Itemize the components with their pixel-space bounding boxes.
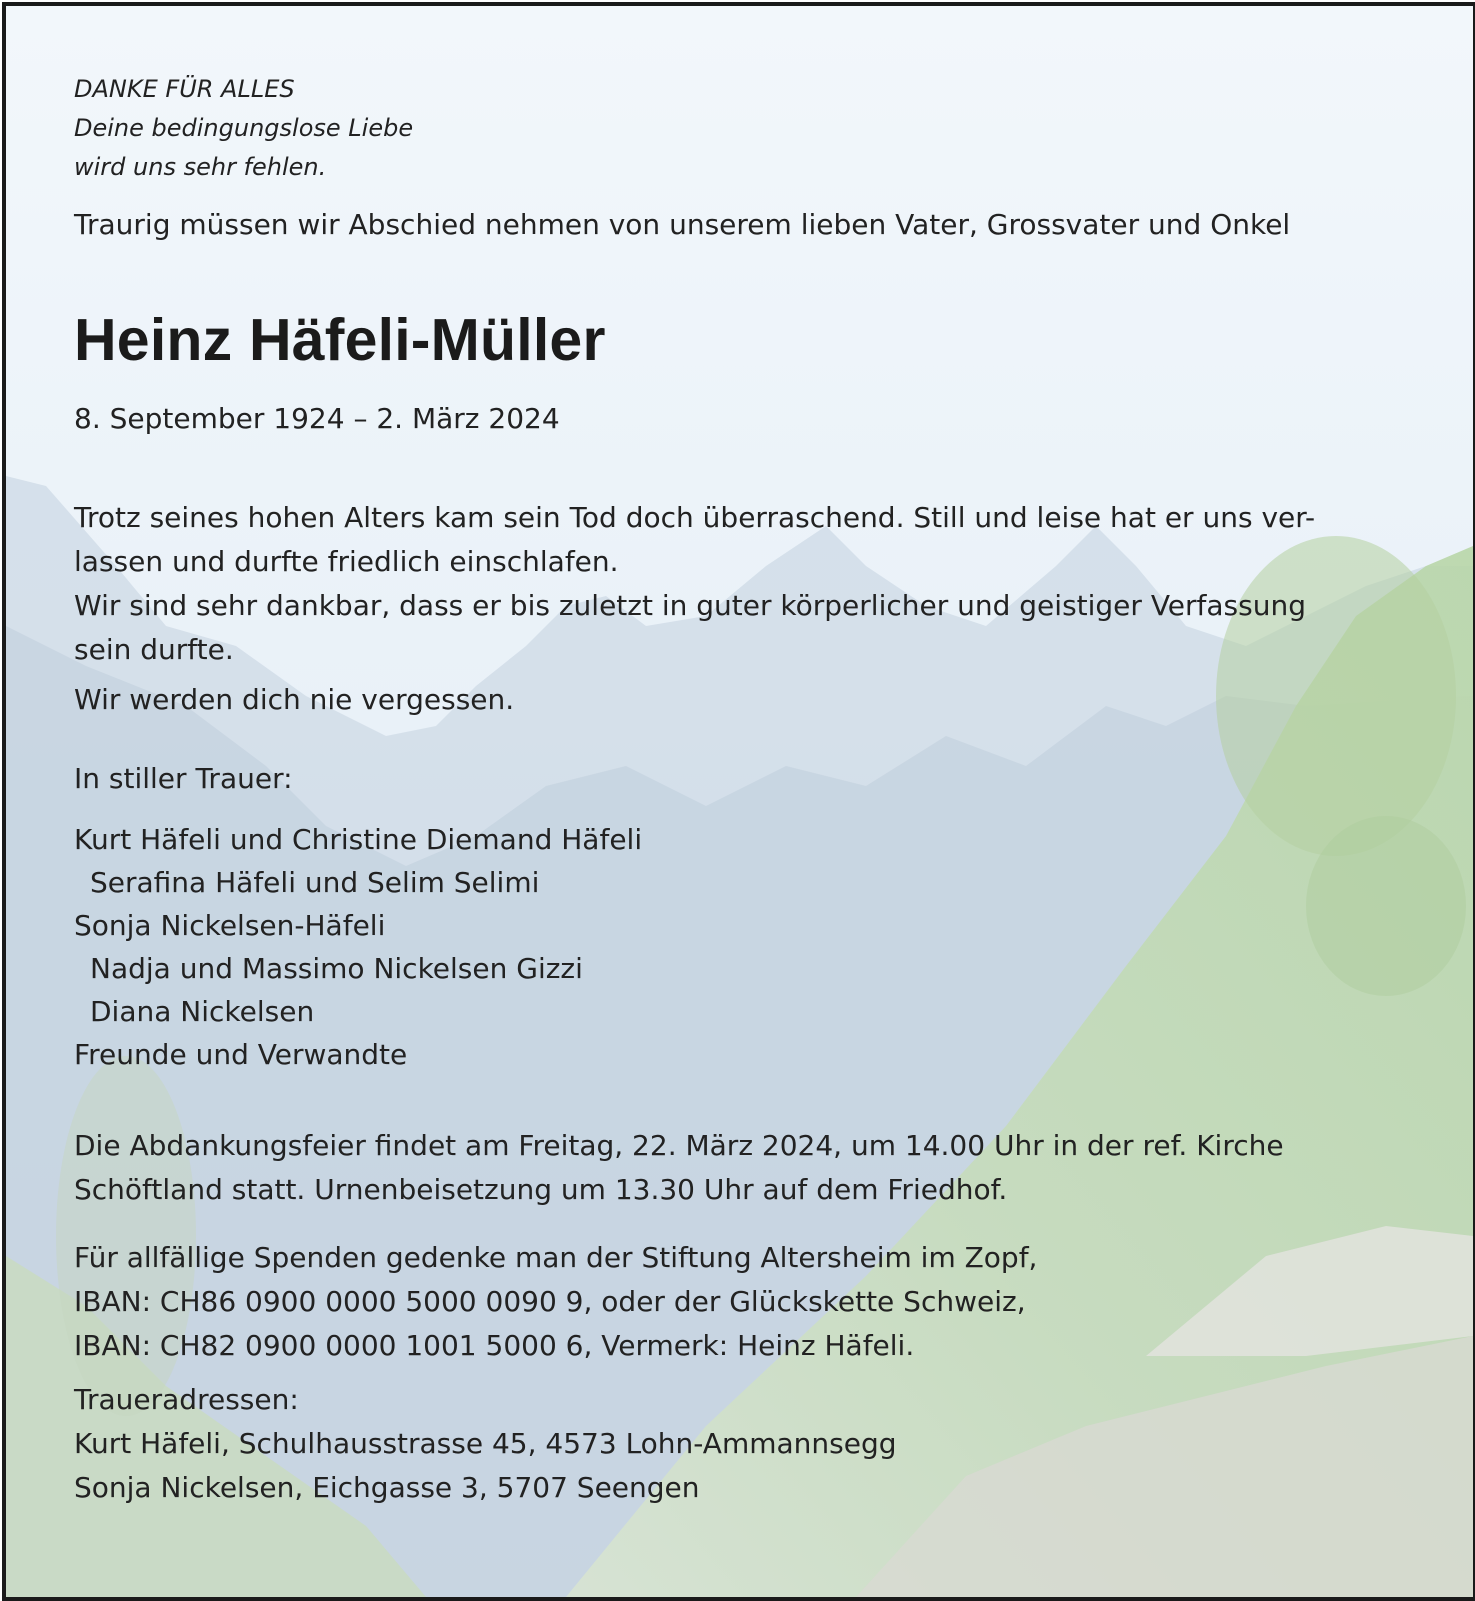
addresses-label: Traueradressen: [74,1383,299,1416]
paragraph-line: sein durfte. [74,633,234,666]
ceremony-line: Schöftland statt. Urnenbeisetzung um 13.30 Uhr auf dem Friedhof. [74,1173,1008,1206]
life-dates: 8. September 1924 – 2. März 2024 [74,402,560,435]
obituary-content [6,6,1473,1597]
mourner: Kurt Häfeli und Christine Diemand Häfeli [74,823,643,856]
donation-line: Für allfällige Spenden gedenke man der Stiftung Altersheim im Zopf, [74,1241,1038,1274]
address-line: Sonja Nickelsen, Eichgasse 3, 5707 Seengen [74,1471,700,1504]
paragraph-line: lassen und durfte friedlich einschlafen. [74,545,619,578]
mourning-label: In stiller Trauer: [74,762,293,795]
tribute-paragraph [74,496,1315,672]
donation-line: IBAN: CH86 0900 0000 5000 0090 9, oder der Glückskette Schweiz, [74,1285,1026,1318]
mourner: Nadja und Massimo Nickelsen Gizzi [90,952,583,985]
donation-info [74,1236,1037,1368]
motto [74,70,413,187]
mourner: Diana Nickelsen [90,995,315,1028]
deceased-name: Heinz Häfeli-Müller [74,307,606,373]
mourner: Serafina Häfeli und Selim Selimi [90,866,540,899]
mourning-addresses [74,1422,897,1510]
donation-line: IBAN: CH82 0900 0000 1001 5000 6, Vermerk: Heinz Häfeli. [74,1329,915,1362]
mourner: Sonja Nickelsen-Häfeli [74,909,386,942]
ceremony-line: Die Abdankungsfeier findet am Freitag, 22. März 2024, um 14.00 Uhr in der ref. Kirche [74,1129,1284,1162]
farewell-line: Wir werden dich nie vergessen. [74,683,515,716]
mourners-list [74,818,642,1076]
mourner: Freunde und Verwandte [74,1038,408,1071]
motto-line: Deine bedingungslose Liebe [74,114,414,142]
address-line: Kurt Häfeli, Schulhausstrasse 45, 4573 Lohn-Ammannsegg [74,1427,897,1460]
paragraph-line: Wir sind sehr dankbar, dass er bis zuletzt in guter körperlicher und geistiger Verfassung [74,589,1306,622]
ceremony-info [74,1124,1284,1212]
motto-line: wird uns sehr fehlen. [74,153,327,181]
paragraph-line: Trotz seines hohen Alters kam sein Tod doch überraschend. Still und leise hat er uns ver- [74,501,1316,534]
motto-line: DANKE FÜR ALLES [74,75,295,103]
obituary-frame [2,2,1475,1601]
intro-text: Traurig müssen wir Abschied nehmen von unserem lieben Vater, Grossvater und Onkel [74,208,1291,241]
